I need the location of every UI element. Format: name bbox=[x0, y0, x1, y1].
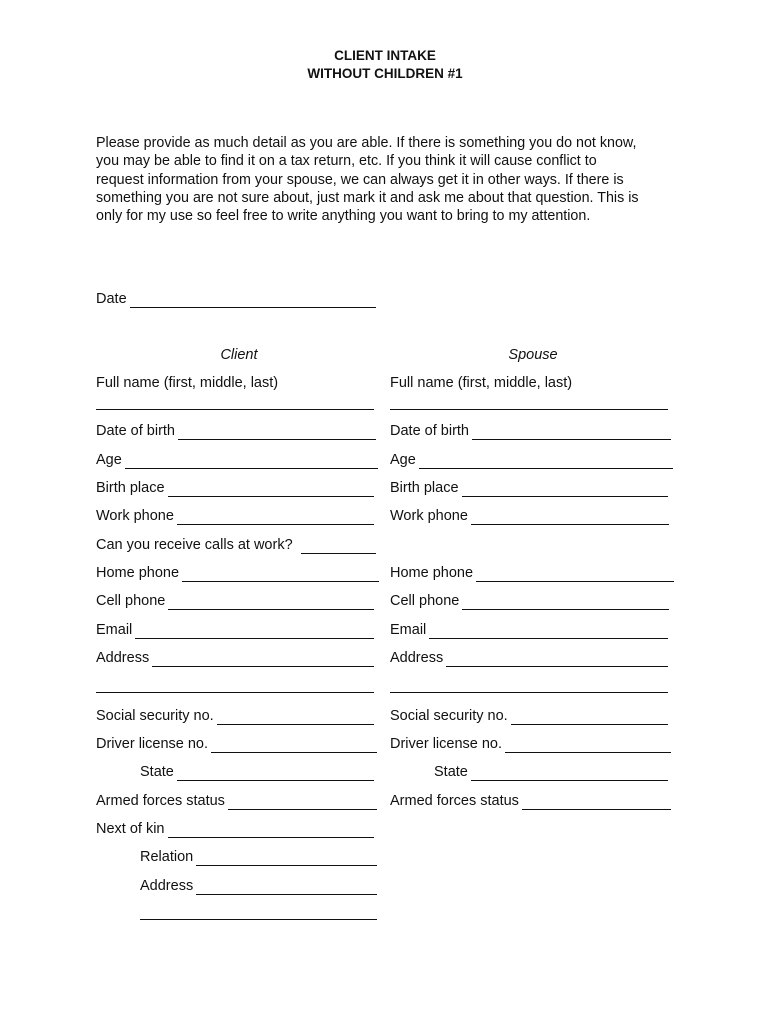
client-email-field[interactable] bbox=[96, 619, 374, 639]
intro-line: something you are not sure about, just mark it and ask me about that question. This is bbox=[96, 189, 639, 206]
spouse-dob-field[interactable] bbox=[390, 420, 671, 440]
form-title-line2: WITHOUT CHILDREN #1 bbox=[307, 66, 463, 81]
field-line[interactable] bbox=[446, 653, 668, 667]
client-work-phone-field[interactable] bbox=[96, 505, 374, 525]
field-label: Relation bbox=[140, 849, 194, 865]
form-title-line1: CLIENT INTAKE bbox=[334, 48, 436, 63]
kin-address-line2[interactable] bbox=[140, 919, 377, 920]
field-line[interactable] bbox=[301, 540, 376, 554]
field-label: Work phone bbox=[96, 508, 174, 524]
field-line[interactable] bbox=[177, 767, 374, 781]
field-label: Address bbox=[96, 650, 150, 666]
field-label: Address bbox=[140, 878, 194, 894]
field-line[interactable] bbox=[168, 483, 374, 497]
field-line[interactable] bbox=[211, 739, 377, 753]
field-label: Email bbox=[96, 622, 133, 638]
client-full-name-line[interactable] bbox=[96, 409, 374, 410]
field-line[interactable] bbox=[196, 852, 377, 866]
field-line[interactable] bbox=[152, 653, 374, 667]
field-line[interactable] bbox=[462, 596, 669, 610]
spouse-birth-place-field[interactable] bbox=[390, 477, 668, 497]
spouse-home-phone-field[interactable] bbox=[390, 562, 674, 582]
field-line[interactable] bbox=[462, 483, 668, 497]
field-label: Cell phone bbox=[390, 593, 460, 609]
field-label: Work phone bbox=[390, 508, 468, 524]
client-armed-forces-field[interactable] bbox=[96, 790, 377, 810]
field-line[interactable] bbox=[522, 796, 671, 810]
client-birth-place-field[interactable] bbox=[96, 477, 374, 497]
field-label: Home phone bbox=[96, 565, 180, 581]
field-line[interactable] bbox=[511, 711, 668, 725]
spouse-email-field[interactable] bbox=[390, 619, 668, 639]
client-cell-phone-field[interactable] bbox=[96, 590, 374, 610]
date-label: Date bbox=[96, 291, 127, 307]
client-column-header: Client bbox=[220, 347, 258, 363]
client-home-phone-field[interactable] bbox=[96, 562, 379, 582]
spouse-column-header: Spouse bbox=[508, 347, 558, 363]
field-label: Birth place bbox=[96, 480, 165, 496]
spouse-address-line2[interactable] bbox=[390, 692, 668, 693]
date-line[interactable] bbox=[130, 294, 376, 308]
field-line[interactable] bbox=[429, 625, 668, 639]
field-label: Next of kin bbox=[96, 821, 165, 837]
field-label: Social security no. bbox=[96, 708, 214, 724]
spouse-ssn-field[interactable] bbox=[390, 705, 668, 725]
client-driver-license-field[interactable] bbox=[96, 733, 377, 753]
client-full-name-label: Full name (first, middle, last) bbox=[96, 375, 279, 391]
field-label: Age bbox=[96, 452, 122, 468]
spouse-armed-forces-field[interactable] bbox=[390, 790, 671, 810]
client-calls-at-work-field[interactable] bbox=[96, 534, 376, 554]
field-line[interactable] bbox=[168, 596, 374, 610]
client-age-field[interactable] bbox=[96, 449, 378, 469]
field-line[interactable] bbox=[472, 426, 671, 440]
field-label: Age bbox=[390, 452, 416, 468]
field-line[interactable] bbox=[471, 767, 668, 781]
spouse-full-name-line[interactable] bbox=[390, 409, 668, 410]
field-line[interactable] bbox=[182, 568, 379, 582]
spouse-cell-phone-field[interactable] bbox=[390, 590, 669, 610]
client-address-field[interactable] bbox=[96, 647, 374, 667]
intro-line: Please provide as much detail as you are able. If there is something you do not know, bbox=[96, 135, 637, 151]
field-line[interactable] bbox=[471, 511, 669, 525]
spouse-full-name-label: Full name (first, middle, last) bbox=[390, 375, 573, 391]
field-label: Address bbox=[390, 650, 444, 666]
next-of-kin-field[interactable] bbox=[96, 818, 374, 838]
field-label: Date of birth bbox=[390, 423, 469, 439]
kin-relation-field[interactable] bbox=[140, 846, 377, 866]
field-line[interactable] bbox=[217, 711, 374, 725]
field-label: Email bbox=[390, 622, 427, 638]
spouse-work-phone-field[interactable] bbox=[390, 505, 669, 525]
intro-paragraph bbox=[96, 134, 686, 225]
field-label: Driver license no. bbox=[96, 736, 209, 752]
field-line[interactable] bbox=[476, 568, 674, 582]
intro-line: request information from your spouse, we can always get it in other ways. If there is bbox=[96, 171, 624, 188]
client-ssn-field[interactable] bbox=[96, 705, 374, 725]
field-label: Date of birth bbox=[96, 423, 175, 439]
field-label: Armed forces status bbox=[390, 793, 519, 809]
spouse-state-field[interactable] bbox=[434, 761, 668, 781]
field-line[interactable] bbox=[196, 881, 377, 895]
field-line[interactable] bbox=[135, 625, 374, 639]
field-label: Driver license no. bbox=[390, 736, 503, 752]
intro-line: only for my use so feel free to write anything you want to bring to my attention. bbox=[96, 208, 591, 225]
field-line[interactable] bbox=[177, 511, 374, 525]
field-label: Can you receive calls at work? bbox=[96, 537, 293, 553]
field-line[interactable] bbox=[125, 455, 378, 469]
field-label: Armed forces status bbox=[96, 793, 225, 809]
client-dob-field[interactable] bbox=[96, 420, 376, 440]
field-label: State bbox=[140, 764, 174, 780]
field-line[interactable] bbox=[178, 426, 376, 440]
date-field[interactable] bbox=[96, 288, 376, 308]
field-label: Birth place bbox=[390, 480, 459, 496]
client-state-field[interactable] bbox=[140, 761, 374, 781]
kin-address-field[interactable] bbox=[140, 875, 377, 895]
field-line[interactable] bbox=[228, 796, 377, 810]
field-label: State bbox=[434, 764, 468, 780]
field-line[interactable] bbox=[168, 824, 375, 838]
field-line[interactable] bbox=[505, 739, 671, 753]
spouse-address-field[interactable] bbox=[390, 647, 668, 667]
client-address-line2[interactable] bbox=[96, 692, 374, 693]
field-line[interactable] bbox=[419, 455, 673, 469]
spouse-driver-license-field[interactable] bbox=[390, 733, 671, 753]
field-label: Home phone bbox=[390, 565, 474, 581]
field-label: Cell phone bbox=[96, 593, 166, 609]
intro-line: you may be able to find it on a tax return, etc. If you think it will cause conflict to bbox=[96, 153, 597, 170]
field-label: Social security no. bbox=[390, 708, 508, 724]
spouse-age-field[interactable] bbox=[390, 449, 673, 469]
